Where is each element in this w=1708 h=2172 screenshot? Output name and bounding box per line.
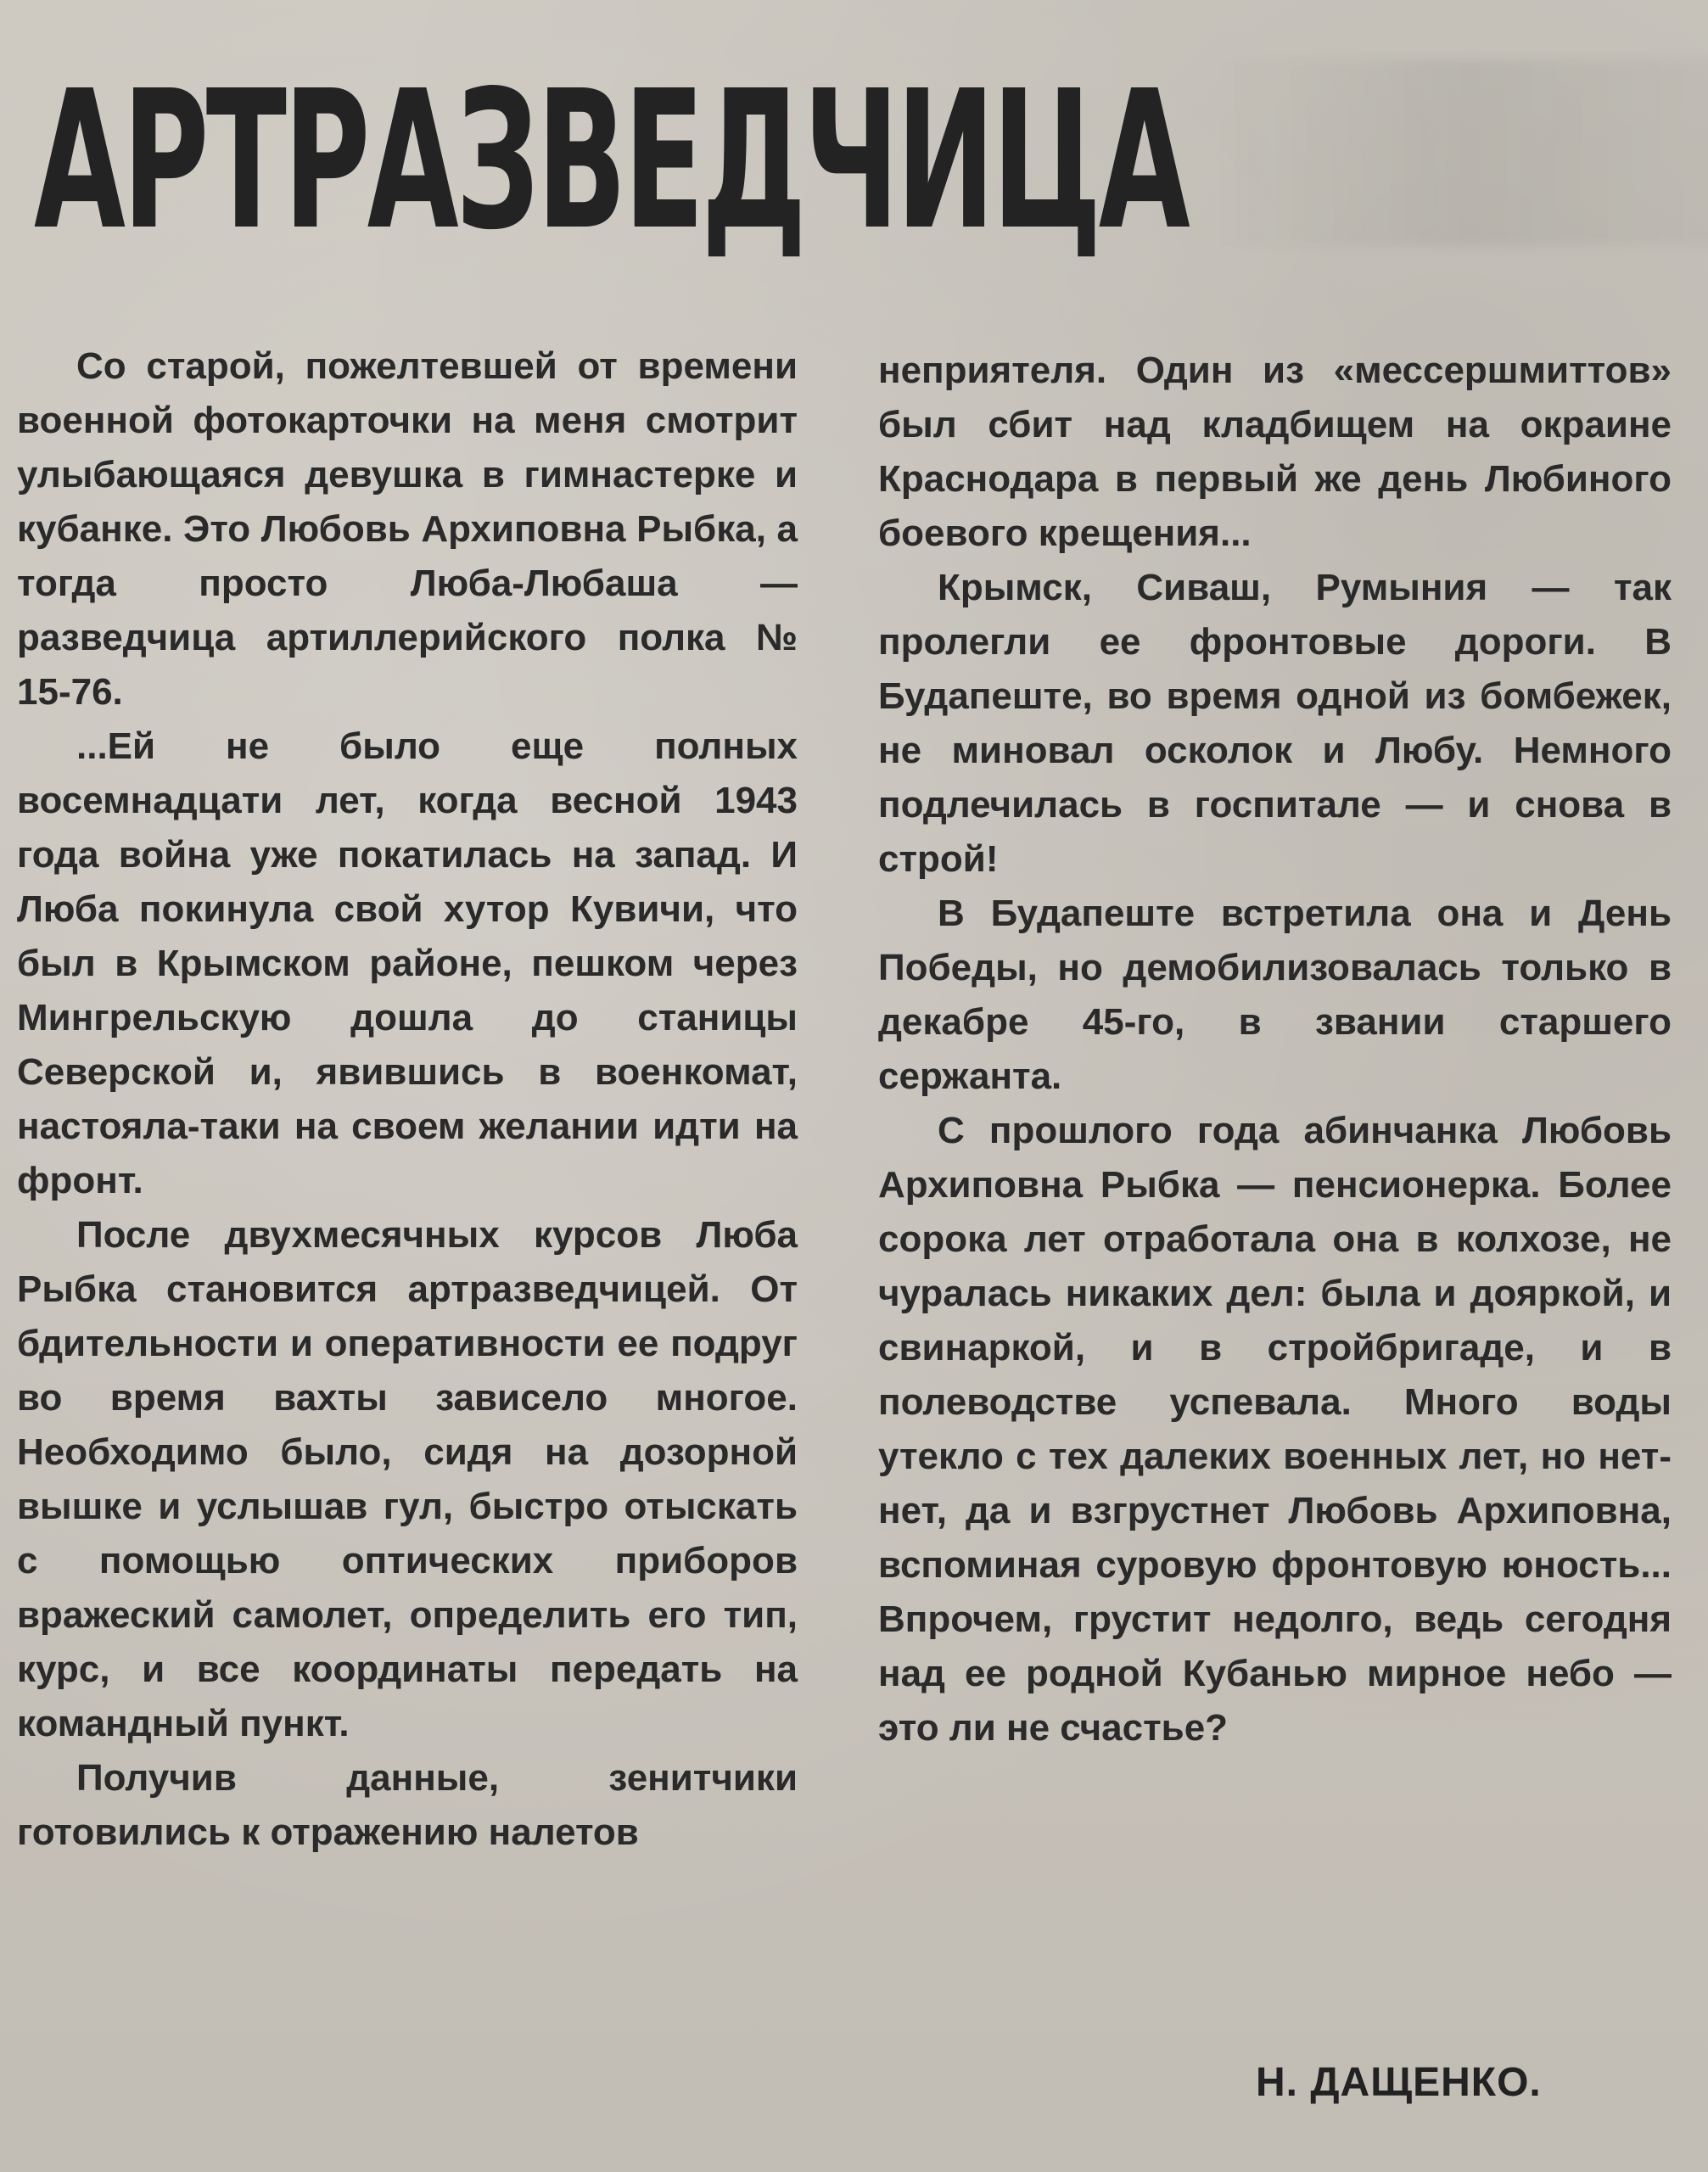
author-signature: Н. ДАЩЕНКО.: [1256, 2060, 1542, 2105]
paragraph: С прошлого года абинчанка Любовь Архиповна Рыбка — пенсионерка. Более сорока лет отработала она в колхозе, не чуралась никаких дел: была и дояркой, и свинаркой, и в стройбригаде, и в полеводстве успевала. Много воды утекло с тех далеких военных лет, но нет-нет, да и взгрустнет Любовь Архиповна, вспоминая суровую фронтовую юность... Впрочем, грустит недолго, ведь сегодня над ее родной Кубанью мирное небо — это ли не счастье?: [878, 1110, 1672, 1749]
paragraph-continuation: неприятеля. Один из «мессершмиттов» был сбит над кладбищем на окраине Краснодара в первый же день Любиного боевого крещения...: [878, 350, 1672, 554]
paragraph: Со старой, пожелтевшей от времени военной фотокарточки на меня смотрит улыбающаяся девушка в гимнастерке и кубанке. Это Любовь Архиповна Рыбка, а тогда просто Люба-Любаша — разведчица артиллерийского полка № 15-76.: [17, 345, 798, 713]
bleed-through-heading: [1213, 59, 1708, 246]
paragraph: ...Ей не было еще полных восемнадцати лет, когда весной 1943 года война уже покатилась на запад. И Люба покинула свой хутор Кувичи, что был в Крымском районе, пешком через Мингрельскую дошла до станицы Северской и, явившись в военкомат, настояла-таки на своем желании идти на фронт.: [17, 725, 798, 1201]
paragraph: Крымск, Сиваш, Румыния — так пролегли ее фронтовые дороги. В Будапеште, во время одной из бомбежек, не миновал осколок и Любу. Немного подлечилась в госпитале — и снова в строй!: [878, 567, 1672, 880]
paragraph: В Будапеште встретила она и День Победы, но демобилизовалась только в декабре 45-го, в звании старшего сержанта.: [878, 893, 1672, 1097]
paragraph: Получив данные, зенитчики готовились к отражению налетов: [17, 1757, 798, 1853]
article-column-right: [878, 344, 1672, 1755]
article-column-left: [17, 339, 798, 1860]
headline: АРТРАЗВЕДЧИЦА: [34, 50, 1188, 272]
paragraph: После двухмесячных курсов Люба Рыбка становится артразведчицей. От бдительности и оперативности ее подруг во время вахты зависело многое. Необходимо было, сидя на дозорной вышке и услышав гул, быстро отыскать с помощью оптических приборов вражеский самолет, определить его тип, курс, и все координаты передать на командный пункт.: [17, 1214, 798, 1744]
